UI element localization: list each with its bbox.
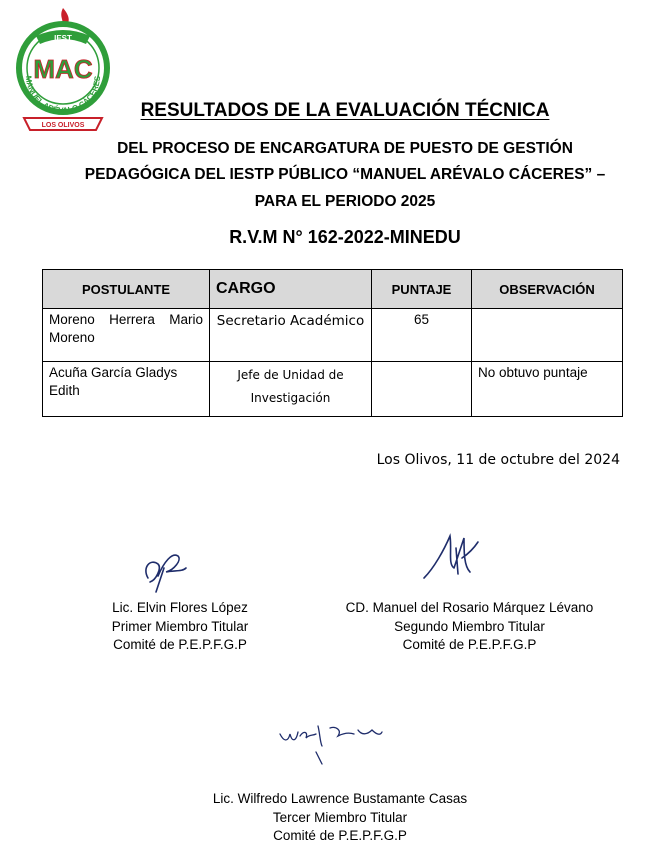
signatory-2 [322,599,617,655]
signatory-3 [170,790,510,846]
table-row [43,362,623,417]
logo-monogram: MAC [33,54,93,84]
subtitle-line-3: PARA EL PERIODO 2025 [254,193,436,210]
signatory-2-name: CD. Manuel del Rosario Márquez Lévano [345,600,594,615]
column-header-puntaje: PUNTAJE [372,270,472,309]
signatory-2-role: Segundo Miembro Titular [394,618,545,634]
cell-postulante: Moreno Herrera Mario Moreno [43,309,210,362]
signatory-1-name: Lic. Elvin Flores López [112,600,248,615]
signatory-3-role: Tercer Miembro Titular [272,809,408,825]
signature-1 [138,548,194,598]
signature-3 [276,712,386,768]
column-header-observacion: OBSERVACIÓN [472,270,623,309]
cell-observacion [472,309,623,362]
subtitle-line-1: DEL PROCESO DE ENCARGATURA DE PUESTO DE GESTIÓN [117,140,573,157]
table-header-row [43,270,623,309]
cell-cargo: Jefe de Unidad de Investigación [210,362,372,417]
date-line: Los Olivos, 11 de octubre del 2024 [376,452,620,468]
logo-bottom-text: LOS OLIVOS [41,122,85,129]
signatory-1 [85,599,275,655]
cell-puntaje: 65 [372,309,472,362]
signature-2 [418,528,488,584]
cell-observacion: No obtuvo puntaje [472,362,623,417]
logo-top-text: IEST [54,34,72,43]
table-row [43,309,623,362]
subtitle-line-2: PEDAGÓGICA DEL IESTP PÚBLICO “MANUEL ARÉVALO CÁCERES” – [84,166,606,183]
signatory-3-name: Lic. Wilfredo Lawrence Bustamante Casas [212,791,468,806]
column-header-cargo: CARGO [210,270,372,309]
signatory-3-committee: Comité de P.E.P.F.G.P [273,828,407,843]
signatory-1-role: Primer Miembro Titular [111,618,249,634]
logo-ring-text: MANUEL ARÉVALO CÁCERES [23,75,103,116]
signatory-1-committee: Comité de P.E.P.F.G.P [113,637,247,652]
cell-cargo: Secretario Académico [210,309,372,362]
results-table [42,269,623,417]
document-title: RESULTADOS DE LA EVALUACIÓN TÉCNICA [140,100,550,121]
signatory-2-committee: Comité de P.E.P.F.G.P [402,637,537,652]
cell-postulante: Acuña García Gladys Edith [43,362,210,417]
cell-puntaje [372,362,472,417]
column-header-postulante: POSTULANTE [43,270,210,309]
resolution-number: R.V.M N° 162-2022-MINEDU [229,227,461,247]
